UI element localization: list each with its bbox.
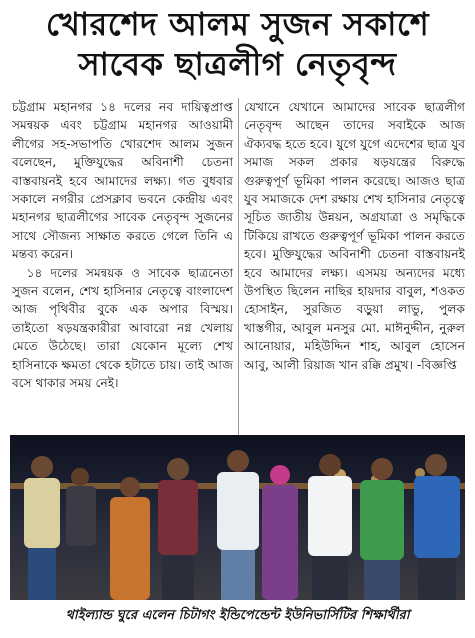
photo-caption: থাইল্যান্ড ঘুরে এলেন চিটাগং ইন্ডিপেন্ডেন্ট ইউনিভার্সিটির শিক্ষার্থীরা (65, 608, 410, 623)
article-body (12, 98, 464, 470)
group-photo-illustration (10, 435, 465, 600)
article-column-left (12, 98, 233, 470)
column-divider (238, 98, 239, 470)
article-column-right (244, 98, 465, 470)
body-paragraph: চট্টগ্রাম মহানগর ১৪ দলের নব দায়িত্বপ্রাপ্ত সমন্বয়ক এবং চট্টগ্রাম মহানগর আওয়ামী লীগের সহ-সভাপতি খোরশেদ আলম সুজন বলেছেন, মুক্তিযুদ্ধের অবিনাশী চেতনা বাস্তবায়নই হবে আমাদের লক্ষ্য। গত বুধবার সকালে নগরীর প্রেসক্লাব ভবনে কেন্দ্রীয় এবং মহানগর ছাত্রলীগের সাবেক নেতৃবৃন্দ সুজনের সাথে সৌজন্য সাক্ষাত করতে গেলে তিনি এ মন্তব্য করেন। (12, 100, 233, 262)
body-paragraph: ১৪ দলের সমন্বয়ক ও সাবেক ছাত্রনেতা সুজন বলেন, শেখ হাসিনার নেতৃত্বে বাংলাদেশ আজ পৃথিবীর বুকে এক অপার বিস্ময়। তাইতো ষড়যন্ত্রকারীরা আবারো নগ্ন খেলায় মেতে উঠেছে। তারা যেকোন মূল্যে শেখ হাসিনাকে ক্ষমতা থেকে হটাতে চায়। তাই আজ বসে থাকার সময় নেই। (12, 265, 233, 391)
article-headline (0, 4, 475, 84)
body-paragraph: যেখানে যেখানে আমাদের সাবেক ছাত্রলীগ নেতৃবৃন্দ আছেন তাদের সবাইকে আজ ঐক্যবদ্ধ হতে হবে। যুগে যুগে এদেশের ছাত্র যুব সমাজ সকল প্রকার ষড়যন্ত্রের বিরুদ্ধে গুরুত্বপূর্ণ ভূমিকা পালন করেছে। আজও ছাত্র যুব সমাজকে দেশ রক্ষায় শেখ হাসিনার নেতৃত্বে সূচিত জাতীয় উন্নয়ন, অগ্রযাত্রা ও সমৃদ্ধিকে টিকিয়ে রাখতে গুরুত্বপূর্ণ ভূমিকা পালন করতে হবে। মুক্তিযুদ্ধের অবিনাশী চেতনা বাস্তবায়নই হবে আমাদের লক্ষ্য। এসময় অন্যদের মধ্যে উপস্থিত ছিলেন নাছির হায়দার বাবুল, শওকত হোসাইন, সুরজিত বড়ুয়া লাভু, পুলক খাস্তগীর, আবুল মনসুর মো. মাঈনুদ্দীন, নুরুল আনোয়ার, মহিউদ্দিন শাহ, আবুল হোসেন আবু, আলী রিয়াজ খান রক্কি প্রমুখ। -বিজ্ঞপ্তি (244, 100, 465, 372)
headline-line-1: খোরশেদ আলম সুজন সকাশে (45, 5, 430, 43)
headline-line-2: সাবেক ছাত্রলীগ নেতৃবৃন্দ (78, 45, 397, 83)
group-photo (10, 435, 465, 600)
